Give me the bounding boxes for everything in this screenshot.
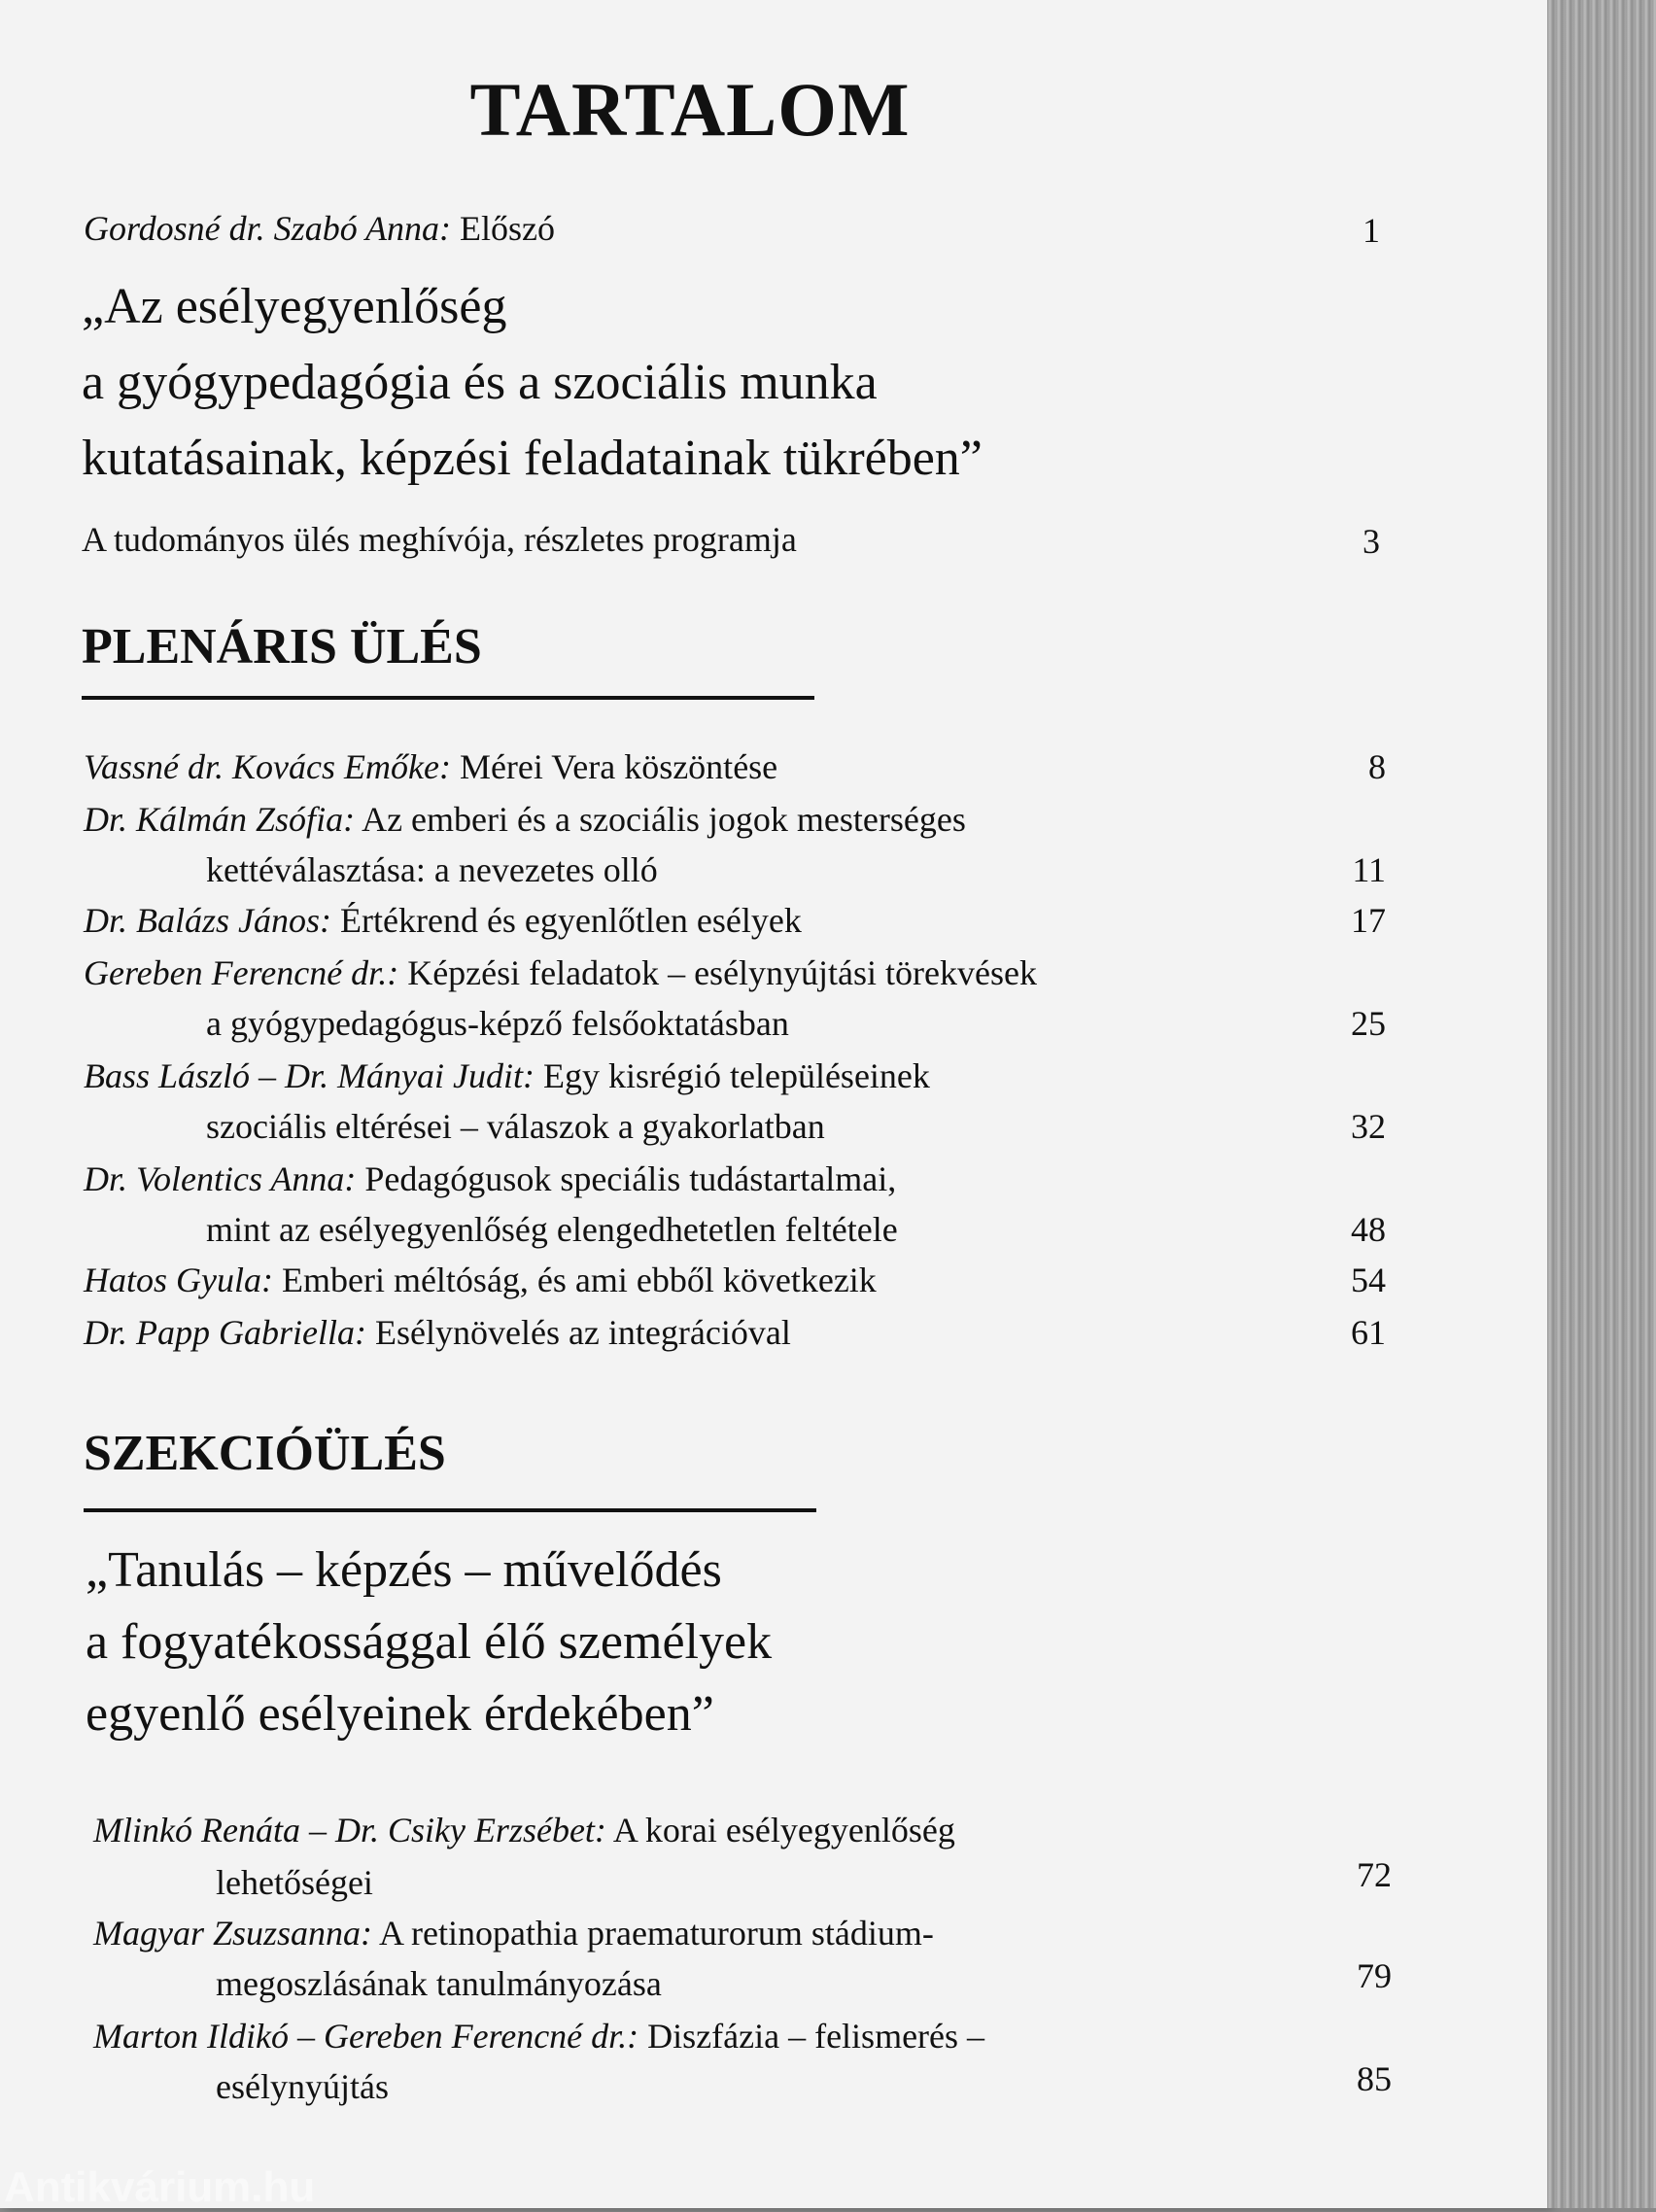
heading-rule: [84, 1508, 816, 1512]
entry-author: Gereben Ferencné dr.:: [84, 953, 399, 992]
entry-title-continuation: mint az esélyegyenlőség elengedhetetlen feltétele: [206, 1210, 898, 1249]
page-title: TARTALOM: [469, 67, 911, 152]
toc-entry: [93, 2016, 984, 2056]
toc-entry: [84, 799, 966, 840]
entry-author: Mlinkó Renáta – Dr. Csiky Erzsébet:: [93, 1811, 606, 1849]
entry-title: Pedagógusok speciális tudástartalmai,: [364, 1159, 897, 1198]
conference-subtitle: A tudományos ülés meghívója, részletes programja: [82, 520, 797, 559]
toc-entry: [84, 1158, 896, 1199]
section-title-line: a fogyatékossággal élő személyek: [86, 1614, 773, 1670]
entry-title: Előszó: [460, 209, 556, 248]
entry-title: Diszfázia – felismerés –: [647, 2017, 985, 2056]
toc-entry: [84, 900, 802, 941]
entry-author: Dr. Kálmán Zsófia:: [84, 800, 356, 839]
toc-entry-foreword: [84, 208, 555, 249]
toc-entry: [93, 1913, 934, 1953]
entry-page-number: 25: [1351, 1004, 1386, 1043]
section-heading-section: SZEKCIÓÜLÉS: [84, 1426, 446, 1481]
entry-title: Emberi méltóság, és ami ebből következik: [281, 1261, 877, 1299]
entry-author: Marton Ildikó – Gereben Ferencné dr.:: [93, 2017, 639, 2056]
toc-entry: [84, 1312, 791, 1353]
entry-title: Képzési feladatok – esélynyújtási törekvések: [407, 953, 1037, 992]
conference-title-line: „Az esélyegyenlőség: [82, 279, 507, 334]
entry-author: Bass László – Dr. Mányai Judit:: [84, 1056, 535, 1095]
page-edges: [1547, 0, 1656, 2208]
toc-entry: [84, 952, 1037, 993]
section-title-line: egyenlő esélyeinek érdekében”: [86, 1686, 714, 1742]
entry-title: Esélynövelés az integrációval: [375, 1313, 791, 1352]
entry-title-continuation: lehetőségei: [216, 1863, 373, 1902]
entry-page-number: 1: [1363, 211, 1380, 250]
entry-title-continuation: megoszlásának tanulmányozása: [216, 1964, 662, 2003]
entry-author: Dr. Volentics Anna:: [84, 1159, 357, 1198]
entry-title-continuation: kettéválasztása: a nevezetes olló: [206, 850, 658, 889]
entry-page-number: 79: [1357, 1956, 1392, 1995]
toc-entry: [84, 1260, 877, 1300]
entry-page-number: 8: [1368, 747, 1386, 786]
heading-rule: [82, 696, 814, 700]
entry-title: Egy kisrégió településeinek: [543, 1056, 930, 1095]
section-title-line: „Tanulás – képzés – művelődés: [86, 1542, 722, 1598]
entry-title: Mérei Vera köszöntése: [459, 747, 778, 786]
toc-entry: [84, 1055, 930, 1096]
toc-entry: [84, 746, 777, 787]
entry-author: Dr. Balázs János:: [84, 901, 332, 940]
entry-author: Vassné dr. Kovács Emőke:: [84, 747, 451, 786]
toc-entry: [93, 1810, 955, 1850]
entry-title-continuation: szociális eltérései – válaszok a gyakorlatban: [206, 1107, 825, 1146]
entry-author: Dr. Papp Gabriella:: [84, 1313, 366, 1352]
entry-author: Magyar Zsuzsanna:: [93, 1914, 373, 1953]
entry-title: Az emberi és a szociális jogok mesterséges: [362, 800, 966, 839]
entry-title: A korai esélyegyenlőség: [612, 1811, 955, 1849]
conference-title-line: a gyógypedagógia és a szociális munka: [82, 355, 878, 410]
entry-page-number: 85: [1357, 2059, 1392, 2098]
entry-page-number: 32: [1351, 1107, 1386, 1146]
entry-author: Gordosné dr. Szabó Anna:: [84, 209, 452, 248]
section-heading-plenary: PLENÁRIS ÜLÉS: [82, 619, 482, 674]
entry-page-number: 11: [1352, 850, 1386, 889]
entry-title-continuation: a gyógypedagógus-képző felsőoktatásban: [206, 1004, 789, 1043]
entry-page-number: 17: [1351, 901, 1386, 940]
entry-page-number: 3: [1363, 522, 1380, 561]
entry-title-continuation: esélynyújtás: [216, 2067, 389, 2106]
conference-title-line: kutatásainak, képzési feladatainak tükrében”: [82, 431, 983, 486]
entry-title: Értékrend és egyenlőtlen esélyek: [340, 901, 802, 940]
watermark: Antikvárium.hu: [4, 2163, 316, 2211]
entry-page-number: 54: [1351, 1261, 1386, 1299]
entry-title: A retinopathia praematurorum stádium-: [379, 1914, 934, 1953]
entry-page-number: 48: [1351, 1210, 1386, 1249]
entry-page-number: 72: [1357, 1855, 1392, 1894]
entry-page-number: 61: [1351, 1313, 1386, 1352]
entry-author: Hatos Gyula:: [84, 1261, 273, 1299]
